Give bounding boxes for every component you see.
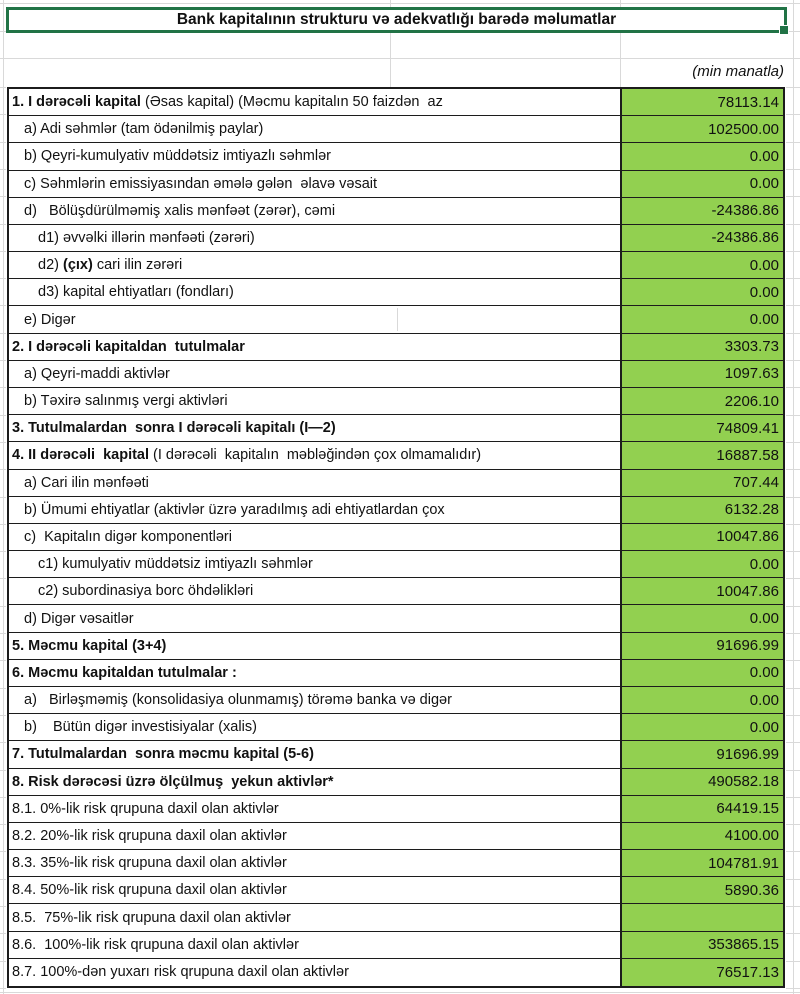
gridline-stub (786, 770, 800, 771)
gridline-stub (0, 715, 6, 716)
gridline-stub (0, 933, 6, 934)
row-label-text: (I dərəcəli kapitalın məbləğindən çox olmamalıdır) (153, 447, 482, 464)
table-row (9, 388, 783, 415)
gridline-stub (786, 715, 800, 716)
table-row (9, 306, 783, 333)
gridline-stub (786, 87, 800, 88)
row-label-text: d) Bölüşdürülməmiş xalis mənfəət (zərər), cəmi (24, 202, 336, 219)
gridline-stub (0, 851, 6, 852)
table-row (9, 497, 783, 524)
unit-note-cell[interactable]: (min manatla) (692, 63, 784, 80)
table-row (9, 959, 783, 986)
row-label-text: b) Qeyri-kumulyativ müddətsiz imtiyazlı səhmlər (24, 148, 331, 165)
row-value-cell[interactable]: 3303.73 (622, 334, 783, 360)
gridline-stub (786, 824, 800, 825)
row-label-cell[interactable] (9, 959, 622, 986)
gridline-stub (0, 770, 6, 771)
row-label-text: d2) (38, 257, 63, 274)
table-row (9, 796, 783, 823)
row-value-cell[interactable]: 0.00 (622, 714, 783, 740)
table-row (9, 524, 783, 551)
gridline-stub (0, 305, 6, 306)
gridline-stub (0, 879, 6, 880)
gridline-stub (0, 387, 6, 388)
gridline-stub (786, 578, 800, 579)
row-value-cell[interactable]: 0.00 (622, 551, 783, 577)
row-value-cell[interactable]: 2206.10 (622, 388, 783, 414)
row-value-cell[interactable]: 353865.15 (622, 932, 783, 958)
gridline-stub (786, 497, 800, 498)
row-label-cell[interactable] (9, 143, 622, 169)
row-label-text: 5. Məcmu kapital (3+4) (12, 637, 167, 654)
row-value-cell[interactable]: 707.44 (622, 470, 783, 496)
row-label-cell[interactable] (9, 89, 622, 115)
row-label-cell[interactable] (9, 796, 622, 822)
row-label-cell[interactable] (9, 687, 622, 713)
gridline-stub (786, 224, 800, 225)
row-label-cell[interactable] (9, 605, 622, 631)
table-row (9, 687, 783, 714)
row-label-cell[interactable] (9, 660, 622, 686)
row-value-cell[interactable]: 0.00 (622, 605, 783, 631)
table-row (9, 116, 783, 143)
row-label-text: 2. I dərəcəli kapitaldan tutulmalar (12, 338, 245, 355)
row-label-text: d) Digər vəsaitlər (24, 610, 134, 627)
gridline-stub (786, 633, 800, 634)
row-label-text: 8.5. 75%-lik risk qrupuna daxil olan aktivlər (12, 909, 291, 926)
table-row (9, 279, 783, 306)
table-row (9, 225, 783, 252)
gridline-stub (786, 387, 800, 388)
gridline-stub (786, 524, 800, 525)
row-label-cell[interactable] (9, 116, 622, 142)
row-label-text: a) Birləşməmiş (konsolidasiya olunmamış) törəmə banka və digər (24, 692, 452, 709)
gridline-stub (0, 333, 6, 334)
gridline-stub (0, 797, 6, 798)
gridline-stub (0, 524, 6, 525)
page-title: Bank kapitalının strukturu və adekvatlığı barədə məlumatlar (176, 11, 617, 28)
gridline-stub (786, 278, 800, 279)
table-row (9, 605, 783, 632)
gridline-stub (0, 742, 6, 743)
gridline-stub (786, 442, 800, 443)
row-value-cell[interactable]: 91696.99 (622, 741, 783, 767)
gridline-stub (0, 606, 6, 607)
gridline-stub (786, 469, 800, 470)
table-row (9, 252, 783, 279)
gridline-stub (0, 442, 6, 443)
table-row (9, 714, 783, 741)
row-value-cell[interactable]: 64419.15 (622, 796, 783, 822)
row-value-cell[interactable]: 1097.63 (622, 361, 783, 387)
row-value-cell[interactable]: 490582.18 (622, 769, 783, 795)
row-label-text: e) Digər (24, 311, 76, 328)
table-row (9, 633, 783, 660)
row-label-cell[interactable] (9, 877, 622, 903)
gridline-stub (786, 551, 800, 552)
table-row (9, 660, 783, 687)
gridline-stub (786, 879, 800, 880)
row-label-cell[interactable] (9, 497, 622, 523)
row-label-text: 4. II dərəcəli kapital (12, 447, 154, 464)
gridline (0, 3, 800, 4)
row-label-cell[interactable] (9, 415, 622, 441)
table-row (9, 741, 783, 768)
row-value-cell[interactable]: 0.00 (622, 171, 783, 197)
row-label-text: 7. Tutulmalardan sonra məcmu kapital (5-6) (12, 746, 314, 763)
gridline-stub (786, 660, 800, 661)
capital-table (7, 87, 785, 988)
table-row (9, 551, 783, 578)
row-label-text: b) Bütün digər investisiyalar (xalis) (24, 719, 257, 736)
row-label-text: a) Cari ilin mənfəəti (24, 474, 149, 491)
row-label-cell[interactable] (9, 225, 622, 251)
row-label-cell[interactable] (9, 171, 622, 197)
row-label-text: d1) əvvəlki illərin mənfəəti (zərəri) (38, 229, 255, 246)
row-label-text: 3. Tutulmalardan sonra I dərəcəli kapitalı (I—2) (12, 420, 336, 437)
gridline-stub (0, 87, 6, 88)
row-label-text: 8.4. 50%-lik risk qrupuna daxil olan aktivlər (12, 882, 287, 899)
row-value-cell[interactable]: 0.00 (622, 279, 783, 305)
table-row (9, 334, 783, 361)
gridline-stub (0, 906, 6, 907)
table-row (9, 578, 783, 605)
row-value-cell[interactable]: 10047.86 (622, 578, 783, 604)
row-label-cell[interactable] (9, 850, 622, 876)
row-label-text: cari ilin zərəri (92, 257, 183, 274)
row-label-cell[interactable] (9, 252, 622, 278)
gridline-stub (786, 169, 800, 170)
table-row (9, 904, 783, 931)
row-label-text: 6. Məcmu kapitaldan tutulmalar : (12, 664, 237, 681)
row-label-text: c2) subordinasiya borc öhdəlikləri (38, 583, 254, 600)
row-label-text: a) Qeyri-maddi aktivlər (24, 365, 170, 382)
row-value-cell[interactable]: -24386.86 (622, 198, 783, 224)
row-label-cell[interactable] (9, 741, 622, 767)
gridline-stub (786, 961, 800, 962)
row-label-text: 8.6. 100%-lik risk qrupuna daxil olan aktivlər (12, 936, 299, 953)
row-value-cell[interactable]: 0.00 (622, 306, 783, 332)
row-label-cell[interactable] (9, 279, 622, 305)
row-value-cell[interactable]: 74809.41 (622, 415, 783, 441)
row-label-text: 1. I dərəcəli kapital (12, 94, 145, 111)
row-value-cell[interactable]: 6132.28 (622, 497, 783, 523)
row-value-cell[interactable]: 104781.91 (622, 850, 783, 876)
row-value-cell[interactable]: 91696.99 (622, 633, 783, 659)
row-label-cell[interactable] (9, 470, 622, 496)
table-row (9, 850, 783, 877)
gridline-stub (0, 824, 6, 825)
row-value-cell[interactable]: 10047.86 (622, 524, 783, 550)
table-row (9, 877, 783, 904)
gridline-stub (786, 988, 800, 989)
row-label-cell[interactable] (9, 198, 622, 224)
gridline-stub (786, 142, 800, 143)
gridline-stub (0, 961, 6, 962)
gridline-stub (786, 797, 800, 798)
gridline (397, 308, 398, 331)
row-label-text: b) Ümumi ehtiyatlar (aktivlər üzrə yaradılmış adi ehtiyatlardan çox (24, 501, 445, 518)
table-row (9, 415, 783, 442)
gridline-stub (0, 142, 6, 143)
table-row (9, 361, 783, 388)
gridline-stub (0, 415, 6, 416)
row-label-text: 8.7. 100%-dən yuxarı risk qrupuna daxil olan aktivlər (12, 964, 349, 981)
table-row (9, 823, 783, 850)
row-label-cell[interactable] (9, 388, 622, 414)
table-row (9, 470, 783, 497)
selection-handle[interactable] (779, 25, 789, 35)
gridline-stub (0, 360, 6, 361)
gridline-stub (786, 196, 800, 197)
gridline-stub (0, 224, 6, 225)
gridline-stub (786, 742, 800, 743)
table-row (9, 171, 783, 198)
gridline (0, 992, 800, 993)
gridline-stub (786, 933, 800, 934)
row-label-text: a) Adi səhmlər (tam ödənilmiş paylar) (24, 121, 264, 138)
gridline-stub (0, 278, 6, 279)
table-row (9, 442, 783, 469)
row-label-text: 8. Risk dərəcəsi üzrə ölçülmuş yekun aktivlər* (12, 773, 334, 790)
row-label-cell[interactable] (9, 714, 622, 740)
gridline (0, 58, 800, 59)
gridline-stub (0, 169, 6, 170)
row-label-text: d3) kapital ehtiyatları (fondları) (38, 284, 234, 301)
row-label-cell[interactable] (9, 551, 622, 577)
gridline-stub (0, 660, 6, 661)
gridline-stub (786, 415, 800, 416)
row-value-cell[interactable]: 0.00 (622, 660, 783, 686)
title-cell[interactable] (6, 7, 787, 33)
row-label-cell[interactable] (9, 769, 622, 795)
gridline-stub (0, 633, 6, 634)
row-value-cell[interactable]: 16887.58 (622, 442, 783, 468)
row-label-text: 8.3. 35%-lik risk qrupuna daxil olan aktivlər (12, 855, 287, 872)
row-value-cell[interactable]: 4100.00 (622, 823, 783, 849)
row-label-text: (Əsas kapital) (Məcmu kapitalın 50 faizdən az (145, 94, 443, 111)
row-label-cell[interactable] (9, 361, 622, 387)
gridline-stub (0, 196, 6, 197)
row-value-cell[interactable]: -24386.86 (622, 225, 783, 251)
row-label-text: b) Təxirə salınmış vergi aktivləri (24, 393, 228, 410)
row-value-cell[interactable]: 5890.36 (622, 877, 783, 903)
row-label-cell[interactable] (9, 578, 622, 604)
gridline-stub (0, 497, 6, 498)
row-value-cell[interactable]: 0.00 (622, 687, 783, 713)
row-label-text: c) Kapitalın digər komponentləri (24, 528, 232, 545)
row-label-cell[interactable] (9, 334, 622, 360)
gridline-stub (786, 851, 800, 852)
row-label-text: 8.1. 0%-lik risk qrupuna daxil olan aktivlər (12, 800, 279, 817)
table-row (9, 932, 783, 959)
gridline-stub (0, 469, 6, 470)
row-value-cell[interactable]: 102500.00 (622, 116, 783, 142)
table-row (9, 769, 783, 796)
table-row (9, 198, 783, 225)
gridline-stub (0, 114, 6, 115)
table-row (9, 89, 783, 116)
row-label-cell[interactable] (9, 823, 622, 849)
row-value-cell[interactable]: 0.00 (622, 143, 783, 169)
gridline-stub (786, 251, 800, 252)
row-value-cell[interactable]: 76517.13 (622, 959, 783, 986)
row-value-cell[interactable] (622, 904, 783, 930)
row-value-cell[interactable]: 78113.14 (622, 89, 783, 115)
row-label-cell[interactable] (9, 633, 622, 659)
row-label-cell[interactable] (9, 904, 622, 930)
table-row (9, 143, 783, 170)
row-label-text: c) Səhmlərin emissiyasından əmələ gələn əlavə vəsait (24, 175, 378, 192)
gridline-stub (0, 551, 6, 552)
row-label-text: (çıx) (63, 257, 93, 274)
gridline-stub (786, 688, 800, 689)
gridline-stub (0, 578, 6, 579)
row-label-cell[interactable] (9, 932, 622, 958)
row-label-cell[interactable] (9, 524, 622, 550)
gridline-stub (0, 251, 6, 252)
gridline-stub (786, 606, 800, 607)
row-label-text: 8.2. 20%-lik risk qrupuna daxil olan aktivlər (12, 827, 287, 844)
gridline-stub (0, 988, 6, 989)
row-label-text: c1) kumulyativ müddətsiz imtiyazlı səhmlər (38, 556, 313, 573)
gridline-stub (0, 688, 6, 689)
gridline-stub (786, 333, 800, 334)
gridline-stub (786, 360, 800, 361)
gridline-stub (786, 906, 800, 907)
row-value-cell[interactable]: 0.00 (622, 252, 783, 278)
row-label-cell[interactable] (9, 442, 622, 468)
gridline-stub (786, 305, 800, 306)
row-label-cell[interactable] (9, 306, 622, 332)
gridline-stub (786, 114, 800, 115)
